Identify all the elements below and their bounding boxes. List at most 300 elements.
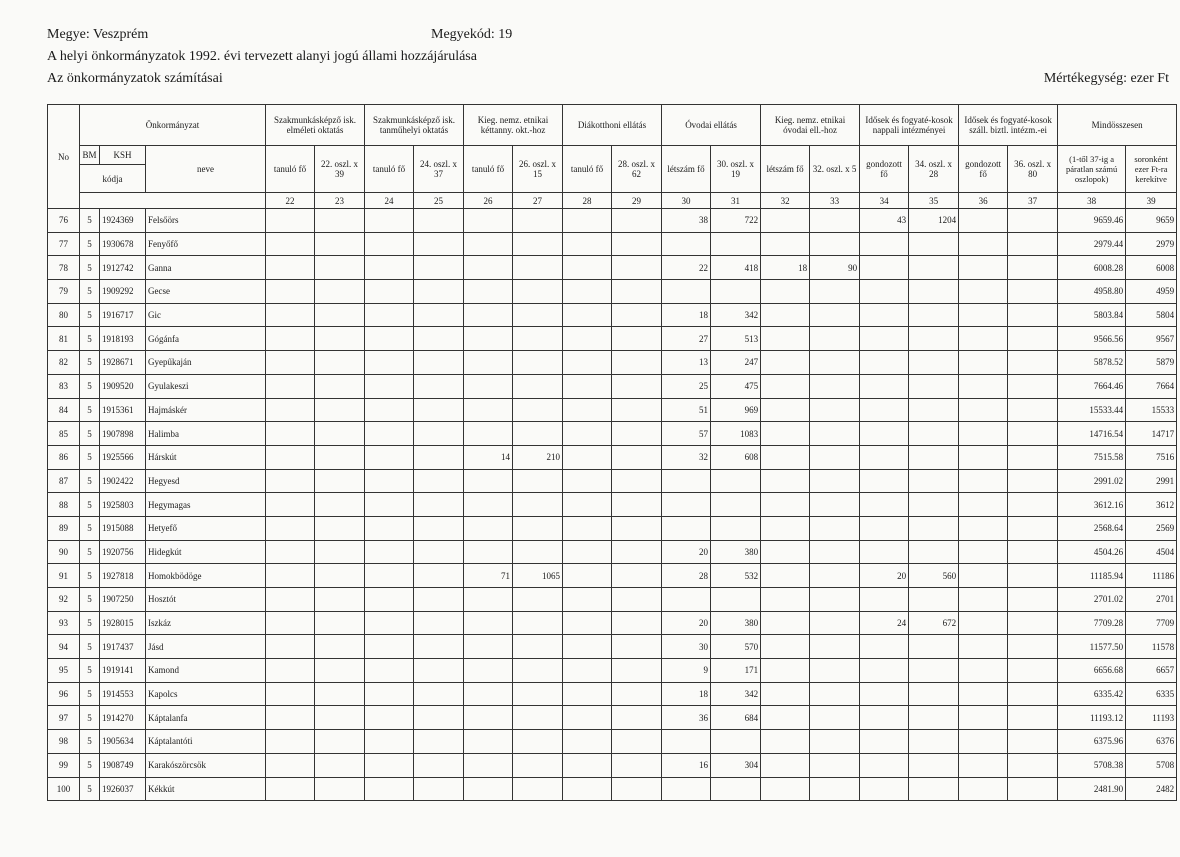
value-cell xyxy=(761,280,810,304)
value-cell: 247 xyxy=(711,351,761,375)
value-cell xyxy=(612,209,662,233)
document-title: A helyi önkormányzatok 1992. évi tervezett alanyi jogú állami hozzájárulása xyxy=(47,49,477,64)
value-cell xyxy=(711,516,761,540)
value-cell xyxy=(365,706,414,730)
value-cell xyxy=(1008,516,1058,540)
data-table xyxy=(47,104,1177,801)
value-cell xyxy=(810,777,860,801)
value-cell xyxy=(761,564,810,588)
value-cell xyxy=(266,659,315,683)
row-number-cell: 84 xyxy=(48,398,80,422)
value-cell xyxy=(761,232,810,256)
table-row xyxy=(48,753,1177,777)
table-row xyxy=(48,588,1177,612)
municipality-name-cell: Hajmáskér xyxy=(146,398,266,422)
value-cell xyxy=(563,303,612,327)
value-cell xyxy=(414,706,464,730)
value-cell xyxy=(414,280,464,304)
value-cell xyxy=(464,516,513,540)
value-cell: 2991.02 xyxy=(1058,469,1126,493)
row-number-cell: 76 xyxy=(48,209,80,233)
value-cell: 20 xyxy=(662,611,711,635)
value-cell xyxy=(315,398,365,422)
value-cell xyxy=(563,374,612,398)
column-number: 27 xyxy=(513,193,563,209)
value-cell: 342 xyxy=(711,303,761,327)
value-cell xyxy=(414,493,464,517)
value-cell xyxy=(662,516,711,540)
value-cell: 2568.64 xyxy=(1058,516,1126,540)
value-cell xyxy=(563,516,612,540)
value-cell xyxy=(266,564,315,588)
value-cell xyxy=(1008,706,1058,730)
value-cell xyxy=(909,682,959,706)
value-cell xyxy=(612,659,662,683)
municipality-name-cell: Karakószörcsök xyxy=(146,753,266,777)
value-cell: 14716.54 xyxy=(1058,422,1126,446)
value-cell xyxy=(414,303,464,327)
value-cell xyxy=(315,256,365,280)
value-cell xyxy=(464,280,513,304)
value-cell xyxy=(365,398,414,422)
value-cell xyxy=(959,564,1008,588)
value-cell: 18 xyxy=(662,682,711,706)
sub-header: létszám fő xyxy=(761,146,810,193)
value-cell: 57 xyxy=(662,422,711,446)
value-cell xyxy=(909,445,959,469)
value-cell xyxy=(513,256,563,280)
value-cell xyxy=(464,374,513,398)
row-number-cell: 96 xyxy=(48,682,80,706)
column-number: 25 xyxy=(414,193,464,209)
municipality-name-cell: Felsőörs xyxy=(146,209,266,233)
value-cell xyxy=(612,588,662,612)
value-cell: 570 xyxy=(711,635,761,659)
value-cell xyxy=(612,564,662,588)
value-cell xyxy=(1008,469,1058,493)
value-cell xyxy=(315,280,365,304)
value-cell xyxy=(860,493,909,517)
value-cell: 11193 xyxy=(1126,706,1177,730)
value-cell: 16 xyxy=(662,753,711,777)
value-cell xyxy=(365,730,414,754)
value-cell xyxy=(315,659,365,683)
value-cell: 27 xyxy=(662,327,711,351)
value-cell xyxy=(959,493,1008,517)
value-cell xyxy=(810,445,860,469)
value-cell xyxy=(711,280,761,304)
ksh-code-cell: 1902422 xyxy=(100,469,146,493)
value-cell xyxy=(909,374,959,398)
ksh-code-cell: 1924369 xyxy=(100,209,146,233)
value-cell xyxy=(1008,232,1058,256)
bm-code-cell: 5 xyxy=(80,588,100,612)
value-cell xyxy=(909,706,959,730)
value-cell xyxy=(464,493,513,517)
ksh-code-cell: 1928671 xyxy=(100,351,146,375)
value-cell: 11185.94 xyxy=(1058,564,1126,588)
value-cell xyxy=(464,588,513,612)
value-cell xyxy=(860,540,909,564)
value-cell xyxy=(860,469,909,493)
value-cell xyxy=(414,469,464,493)
county-code-label: Megyekód: 19 xyxy=(431,27,513,42)
sub-header: 24. oszl. x 37 xyxy=(414,146,464,193)
table-row xyxy=(48,351,1177,375)
table-row xyxy=(48,540,1177,564)
value-cell xyxy=(563,659,612,683)
table-row xyxy=(48,777,1177,801)
value-cell: 2979 xyxy=(1126,232,1177,256)
column-number: 34 xyxy=(860,193,909,209)
value-cell xyxy=(266,777,315,801)
value-cell xyxy=(1008,753,1058,777)
value-cell: 28 xyxy=(662,564,711,588)
column-number: 22 xyxy=(266,193,315,209)
row-number-cell: 97 xyxy=(48,706,80,730)
value-cell: 9 xyxy=(662,659,711,683)
value-cell xyxy=(761,659,810,683)
value-cell xyxy=(266,351,315,375)
value-cell: 342 xyxy=(711,682,761,706)
value-cell xyxy=(464,351,513,375)
value-cell xyxy=(612,303,662,327)
ksh-code-cell: 1908749 xyxy=(100,753,146,777)
value-cell xyxy=(612,351,662,375)
value-cell xyxy=(959,516,1008,540)
value-cell xyxy=(860,706,909,730)
value-cell xyxy=(563,327,612,351)
value-cell xyxy=(860,256,909,280)
municipality-name-cell: Hetyefő xyxy=(146,516,266,540)
municipality-name-cell: Gecse xyxy=(146,280,266,304)
value-cell xyxy=(1008,422,1058,446)
value-cell xyxy=(860,422,909,446)
value-cell xyxy=(365,209,414,233)
sub-header: 22. oszl. x 39 xyxy=(315,146,365,193)
value-cell: 9567 xyxy=(1126,327,1177,351)
value-cell xyxy=(612,422,662,446)
value-cell xyxy=(761,422,810,446)
value-cell: 1083 xyxy=(711,422,761,446)
value-cell xyxy=(365,280,414,304)
bm-code-cell: 5 xyxy=(80,445,100,469)
value-cell xyxy=(909,398,959,422)
value-cell xyxy=(810,209,860,233)
value-cell xyxy=(959,730,1008,754)
value-cell xyxy=(860,280,909,304)
value-cell: 4958.80 xyxy=(1058,280,1126,304)
value-cell xyxy=(266,706,315,730)
value-cell xyxy=(464,256,513,280)
value-cell xyxy=(464,422,513,446)
value-cell xyxy=(266,374,315,398)
value-cell xyxy=(315,611,365,635)
table-row xyxy=(48,635,1177,659)
value-cell xyxy=(266,256,315,280)
value-cell xyxy=(810,398,860,422)
value-cell xyxy=(464,540,513,564)
bm-code-cell: 5 xyxy=(80,730,100,754)
value-cell xyxy=(266,422,315,446)
value-cell xyxy=(761,730,810,754)
table-row xyxy=(48,611,1177,635)
row-number-cell: 82 xyxy=(48,351,80,375)
value-cell xyxy=(266,753,315,777)
value-cell xyxy=(810,232,860,256)
bm-code-cell: 5 xyxy=(80,540,100,564)
value-cell xyxy=(563,611,612,635)
ksh-code-cell: 1907250 xyxy=(100,588,146,612)
row-number-cell: 94 xyxy=(48,635,80,659)
group-header: Idősek és fogyaté-kosok száll. biztl. intézm.-ei xyxy=(959,105,1058,146)
value-cell xyxy=(464,659,513,683)
value-cell xyxy=(909,327,959,351)
value-cell xyxy=(860,351,909,375)
value-cell xyxy=(612,730,662,754)
value-cell: 7516 xyxy=(1126,445,1177,469)
value-cell xyxy=(266,303,315,327)
value-cell xyxy=(1008,730,1058,754)
value-cell xyxy=(365,540,414,564)
row-number-cell: 85 xyxy=(48,422,80,446)
value-cell: 475 xyxy=(711,374,761,398)
table-row xyxy=(48,256,1177,280)
value-cell: 32 xyxy=(662,445,711,469)
value-cell: 6335 xyxy=(1126,682,1177,706)
municipality-name-cell: Káptalanfa xyxy=(146,706,266,730)
value-cell xyxy=(266,635,315,659)
value-cell xyxy=(513,540,563,564)
value-cell xyxy=(612,398,662,422)
value-cell xyxy=(414,256,464,280)
value-cell xyxy=(464,730,513,754)
ksh-code-cell: 1926037 xyxy=(100,777,146,801)
row-number-cell: 79 xyxy=(48,280,80,304)
group-header: Szakmunkásképző isk. elméleti oktatás xyxy=(266,105,365,146)
municipality-name-cell: Kamond xyxy=(146,659,266,683)
ksh-code-cell: 1915361 xyxy=(100,398,146,422)
value-cell: 6335.42 xyxy=(1058,682,1126,706)
table-row xyxy=(48,303,1177,327)
municipality-name-cell: Halimba xyxy=(146,422,266,446)
value-cell: 18 xyxy=(662,303,711,327)
value-cell xyxy=(513,753,563,777)
value-cell xyxy=(414,209,464,233)
value-cell xyxy=(810,753,860,777)
value-cell xyxy=(1008,659,1058,683)
value-cell xyxy=(464,327,513,351)
value-cell xyxy=(266,682,315,706)
value-cell xyxy=(513,469,563,493)
value-cell xyxy=(513,209,563,233)
value-cell xyxy=(266,445,315,469)
value-cell xyxy=(266,611,315,635)
value-cell: 30 xyxy=(662,635,711,659)
row-number-cell: 88 xyxy=(48,493,80,517)
value-cell xyxy=(464,753,513,777)
value-cell: 11578 xyxy=(1126,635,1177,659)
value-cell xyxy=(761,635,810,659)
municipality-name-cell: Iszkáz xyxy=(146,611,266,635)
ksh-code-cell: 1915088 xyxy=(100,516,146,540)
table-row xyxy=(48,659,1177,683)
table-row xyxy=(48,374,1177,398)
value-cell xyxy=(810,303,860,327)
bm-code-cell: 5 xyxy=(80,564,100,588)
col-ksh-header: KSH xyxy=(100,146,146,165)
value-cell: 5878.52 xyxy=(1058,351,1126,375)
value-cell xyxy=(1008,682,1058,706)
value-cell xyxy=(513,777,563,801)
table-row xyxy=(48,327,1177,351)
value-cell: 11186 xyxy=(1126,564,1177,588)
value-cell xyxy=(315,303,365,327)
value-cell: 71 xyxy=(464,564,513,588)
column-number: 32 xyxy=(761,193,810,209)
col-neve-header: neve xyxy=(146,146,266,193)
value-cell xyxy=(315,682,365,706)
sub-header: tanuló fő xyxy=(266,146,315,193)
value-cell xyxy=(414,730,464,754)
column-number: 28 xyxy=(563,193,612,209)
value-cell xyxy=(959,351,1008,375)
group-header: Diákotthoni ellátás xyxy=(563,105,662,146)
value-cell xyxy=(315,730,365,754)
sub-header: tanuló fő xyxy=(464,146,513,193)
value-cell: 210 xyxy=(513,445,563,469)
value-cell xyxy=(315,351,365,375)
value-cell: 1065 xyxy=(513,564,563,588)
value-cell xyxy=(1008,374,1058,398)
value-cell: 2979.44 xyxy=(1058,232,1126,256)
bm-code-cell: 5 xyxy=(80,635,100,659)
value-cell xyxy=(810,564,860,588)
value-cell xyxy=(315,588,365,612)
value-cell xyxy=(414,564,464,588)
value-cell xyxy=(959,588,1008,612)
col-kodja-header: kódja xyxy=(80,165,146,193)
ksh-code-cell: 1930678 xyxy=(100,232,146,256)
column-number: 33 xyxy=(810,193,860,209)
value-cell: 20 xyxy=(860,564,909,588)
value-cell: 418 xyxy=(711,256,761,280)
value-cell xyxy=(959,327,1008,351)
value-cell xyxy=(662,588,711,612)
value-cell xyxy=(513,303,563,327)
row-number-cell: 93 xyxy=(48,611,80,635)
value-cell xyxy=(414,682,464,706)
value-cell xyxy=(860,516,909,540)
bm-code-cell: 5 xyxy=(80,611,100,635)
value-cell: 672 xyxy=(909,611,959,635)
value-cell xyxy=(365,445,414,469)
value-cell xyxy=(365,611,414,635)
value-cell xyxy=(959,374,1008,398)
row-number-cell: 80 xyxy=(48,303,80,327)
bm-code-cell: 5 xyxy=(80,682,100,706)
column-number: 29 xyxy=(612,193,662,209)
value-cell xyxy=(414,445,464,469)
value-cell xyxy=(612,493,662,517)
bm-code-cell: 5 xyxy=(80,327,100,351)
value-cell xyxy=(563,777,612,801)
value-cell xyxy=(464,706,513,730)
municipality-name-cell: Fenyőfő xyxy=(146,232,266,256)
municipality-name-cell: Hárskút xyxy=(146,445,266,469)
bm-code-cell: 5 xyxy=(80,303,100,327)
value-cell xyxy=(612,374,662,398)
value-cell xyxy=(761,540,810,564)
value-cell xyxy=(909,493,959,517)
value-cell xyxy=(1008,588,1058,612)
value-cell xyxy=(315,327,365,351)
value-cell xyxy=(513,682,563,706)
group-header: Mindösszesen xyxy=(1058,105,1177,146)
value-cell: 20 xyxy=(662,540,711,564)
value-cell xyxy=(909,753,959,777)
ksh-code-cell: 1917437 xyxy=(100,635,146,659)
value-cell: 969 xyxy=(711,398,761,422)
ksh-code-cell: 1916717 xyxy=(100,303,146,327)
value-cell xyxy=(563,635,612,659)
value-cell xyxy=(563,753,612,777)
bm-code-cell: 5 xyxy=(80,516,100,540)
table-row xyxy=(48,730,1177,754)
value-cell xyxy=(959,540,1008,564)
value-cell: 380 xyxy=(711,611,761,635)
value-cell: 38 xyxy=(662,209,711,233)
bm-code-cell: 5 xyxy=(80,493,100,517)
municipality-name-cell: Kékkút xyxy=(146,777,266,801)
municipality-name-cell: Kapolcs xyxy=(146,682,266,706)
value-cell xyxy=(810,374,860,398)
value-cell xyxy=(662,493,711,517)
column-number: 36 xyxy=(959,193,1008,209)
value-cell: 5708 xyxy=(1126,753,1177,777)
value-cell xyxy=(365,777,414,801)
value-cell xyxy=(711,730,761,754)
value-cell xyxy=(860,232,909,256)
value-cell: 6657 xyxy=(1126,659,1177,683)
value-cell xyxy=(959,706,1008,730)
col-no-header: No xyxy=(48,105,80,209)
value-cell: 7709.28 xyxy=(1058,611,1126,635)
value-cell: 2569 xyxy=(1126,516,1177,540)
value-cell xyxy=(1008,303,1058,327)
ksh-code-cell: 1927818 xyxy=(100,564,146,588)
value-cell: 7664 xyxy=(1126,374,1177,398)
table-row xyxy=(48,682,1177,706)
ksh-code-cell: 1914553 xyxy=(100,682,146,706)
value-cell xyxy=(810,730,860,754)
value-cell xyxy=(365,753,414,777)
value-cell xyxy=(414,635,464,659)
row-number-cell: 77 xyxy=(48,232,80,256)
value-cell xyxy=(1008,540,1058,564)
value-cell xyxy=(414,540,464,564)
value-cell xyxy=(959,682,1008,706)
value-cell xyxy=(1008,209,1058,233)
value-cell: 14717 xyxy=(1126,422,1177,446)
value-cell: 2482 xyxy=(1126,777,1177,801)
row-number-cell: 90 xyxy=(48,540,80,564)
value-cell xyxy=(1008,445,1058,469)
value-cell xyxy=(365,516,414,540)
table-row xyxy=(48,706,1177,730)
value-cell xyxy=(612,753,662,777)
value-cell xyxy=(315,232,365,256)
